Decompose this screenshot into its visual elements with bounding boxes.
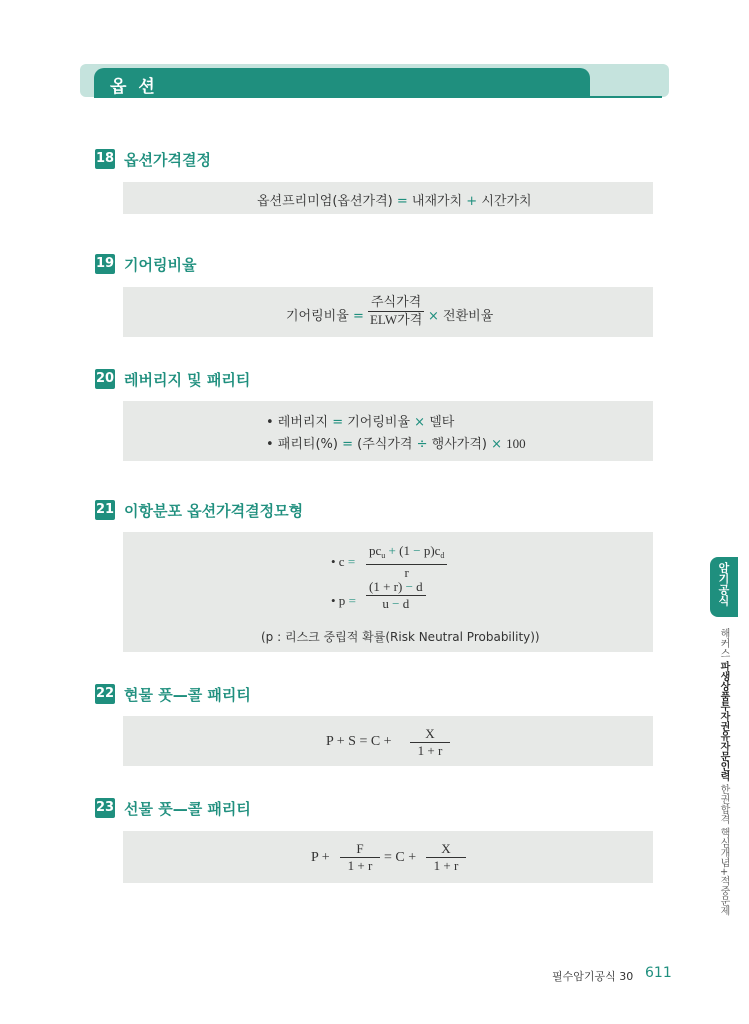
formula-23-mid: = C + bbox=[384, 850, 417, 865]
fraction-x-over-1r-23: $\frac{X}{1 + r}$ bbox=[426, 841, 466, 874]
fraction-stock-over-elw: 주식가격 ELW가격 bbox=[369, 295, 423, 327]
formula-20-parity: • 패리티(%) = (주식가격 ÷ 행사가격) × 100 bbox=[266, 436, 526, 452]
footer-section-label: 필수암기공식 30 bbox=[552, 970, 634, 983]
section-heading-22 bbox=[95, 684, 251, 704]
formula-box-22 bbox=[123, 716, 653, 766]
fraction-p: $\frac{(1 + r) - d}{u - d}$ bbox=[366, 579, 426, 612]
book-title-vertical: 해커스 파생상품투자권유자문인력 한권합격 핵심개념+적중문제 bbox=[718, 628, 729, 916]
section-title: 옵션가격결정 bbox=[124, 150, 211, 169]
section-title: 이항분포 옵션가격결정모형 bbox=[124, 501, 304, 520]
formula-box-23 bbox=[123, 831, 653, 883]
formula-21-p-lhs: • p = bbox=[331, 593, 356, 608]
fraction-c: $pc_u + (1 - p)c_d$ r bbox=[366, 543, 447, 581]
section-heading-21 bbox=[95, 500, 303, 520]
section-title: 레버리지 및 패리티 bbox=[124, 370, 251, 389]
section-title: 현물 풋—콜 패리티 bbox=[124, 685, 251, 704]
section-title: 선물 풋—콜 패리티 bbox=[124, 799, 251, 818]
section-heading-23 bbox=[95, 798, 251, 818]
header-underline bbox=[94, 96, 662, 98]
section-number: 20 bbox=[95, 369, 115, 389]
section-number: 18 bbox=[95, 149, 115, 169]
header-tab bbox=[94, 68, 590, 97]
formula-21-note: (p : 리스크 중립적 확률(Risk Neutral Probability)) bbox=[261, 630, 540, 644]
section-number: 21 bbox=[95, 500, 115, 520]
formula-22-lhs: P + S = C + bbox=[326, 734, 392, 749]
fraction-x-over-1r: $\frac{X}{1 + r}$ bbox=[410, 726, 450, 759]
section-heading-20 bbox=[95, 369, 250, 389]
section-heading-18 bbox=[95, 149, 211, 169]
formula-23-lhs: P + bbox=[311, 850, 330, 865]
formula-box-19 bbox=[123, 287, 653, 337]
formula-19-rhs: × 전환비율 bbox=[428, 309, 494, 324]
formula-box-20 bbox=[123, 401, 653, 461]
section-heading-19 bbox=[95, 254, 196, 274]
formula-18: 옵션프리미엄(옵션가격) = 내재가치 + 시간가치 bbox=[257, 194, 532, 209]
section-title: 기어링비율 bbox=[124, 255, 197, 274]
side-tab-label: 암기공식 bbox=[717, 562, 730, 606]
formula-20-leverage: • 레버리지 = 기어링비율 × 델타 bbox=[266, 415, 455, 430]
page-number: 611 bbox=[645, 965, 672, 981]
formula-box-18 bbox=[123, 182, 653, 214]
formula-19-lhs: 기어링비율 = bbox=[286, 309, 364, 324]
section-number: 23 bbox=[95, 798, 115, 818]
fraction-f-over-1r: $\frac{F}{1 + r}$ bbox=[340, 841, 380, 874]
formula-box-21 bbox=[123, 532, 653, 652]
section-number: 22 bbox=[95, 684, 115, 704]
section-number: 19 bbox=[95, 254, 115, 274]
formula-21-c-lhs: • c = bbox=[331, 554, 356, 569]
page-title: 옵 션 bbox=[110, 77, 158, 97]
